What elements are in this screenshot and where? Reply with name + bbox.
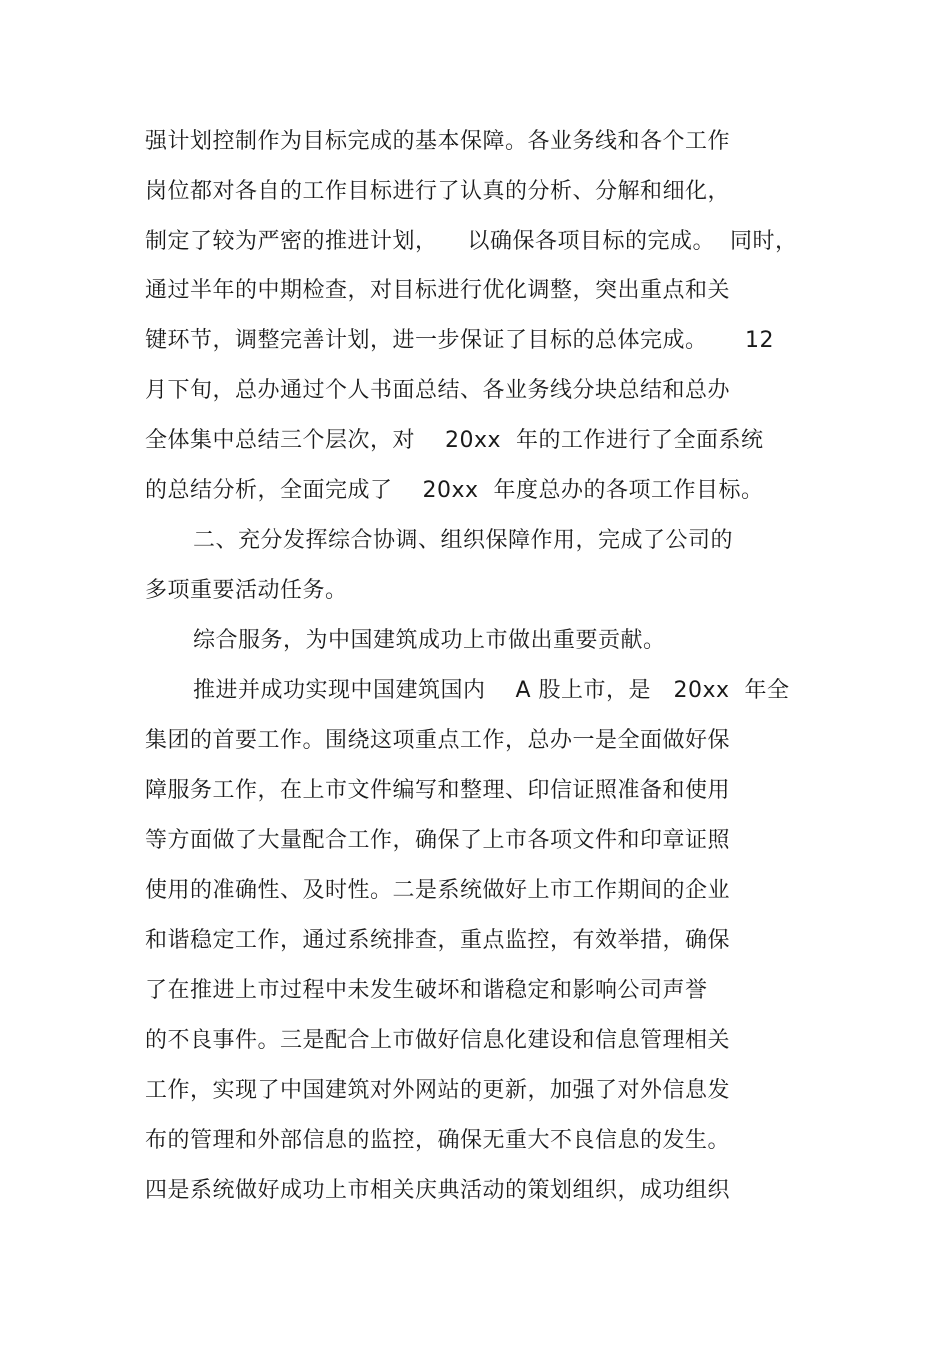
paragraph-line: 等方面做了大量配合工作，确保了上市各项文件和印章证照 bbox=[145, 828, 731, 853]
section-heading-line: 二、充分发挥综合协调、组织保障作用，完成了公司的 bbox=[193, 528, 734, 553]
paragraph-line: 四是系统做好成功上市相关庆典活动的策划组织，成功组织 bbox=[145, 1178, 731, 1203]
paragraph-line: 的总结分析，全面完成了 20xx 年度总办的各项工作目标。 bbox=[145, 478, 764, 503]
paragraph-line: 全体集中总结三个层次，对 20xx 年的工作进行了全面系统 bbox=[145, 428, 764, 453]
paragraph-line: 通过半年的中期检查，对目标进行优化调整，突出重点和关 bbox=[145, 278, 731, 303]
paragraph-line: 制定了较为严密的推进计划， 以确保各项目标的完成。 同时， bbox=[145, 229, 798, 254]
paragraph-line: 障服务工作，在上市文件编写和整理、印信证照准备和使用 bbox=[145, 778, 731, 803]
paragraph-line: 键环节，调整完善计划，进一步保证了目标的总体完成。 12 bbox=[145, 328, 774, 353]
subheading-line: 综合服务，为中国建筑成功上市做出重要贡献。 bbox=[193, 628, 666, 653]
paragraph-line: 岗位都对各自的工作目标进行了认真的分析、分解和细化， bbox=[145, 179, 731, 204]
section-heading-line: 多项重要活动任务。 bbox=[145, 578, 348, 603]
paragraph-line: 使用的准确性、及时性。二是系统做好上市工作期间的企业 bbox=[145, 878, 731, 903]
paragraph-line: 的不良事件。三是配合上市做好信息化建设和信息管理相关 bbox=[145, 1028, 731, 1053]
paragraph-line: 集团的首要工作。围绕这项重点工作，总办一是全面做好保 bbox=[145, 728, 731, 753]
paragraph-line: 月下旬，总办通过个人书面总结、各业务线分块总结和总办 bbox=[145, 378, 731, 403]
paragraph-line: 工作，实现了中国建筑对外网站的更新，加强了对外信息发 bbox=[145, 1078, 731, 1103]
paragraph-line: 和谐稳定工作，通过系统排查，重点监控，有效举措，确保 bbox=[145, 928, 731, 953]
paragraph-line: 了在推进上市过程中未发生破坏和谐稳定和影响公司声誉 bbox=[145, 978, 708, 1003]
paragraph-line: 强计划控制作为目标完成的基本保障。各业务线和各个工作 bbox=[145, 129, 731, 154]
paragraph-line: 推进并成功实现中国建筑国内 A 股上市，是 20xx 年全 bbox=[193, 678, 790, 703]
paragraph-line: 布的管理和外部信息的监控，确保无重大不良信息的发生。 bbox=[145, 1128, 731, 1153]
